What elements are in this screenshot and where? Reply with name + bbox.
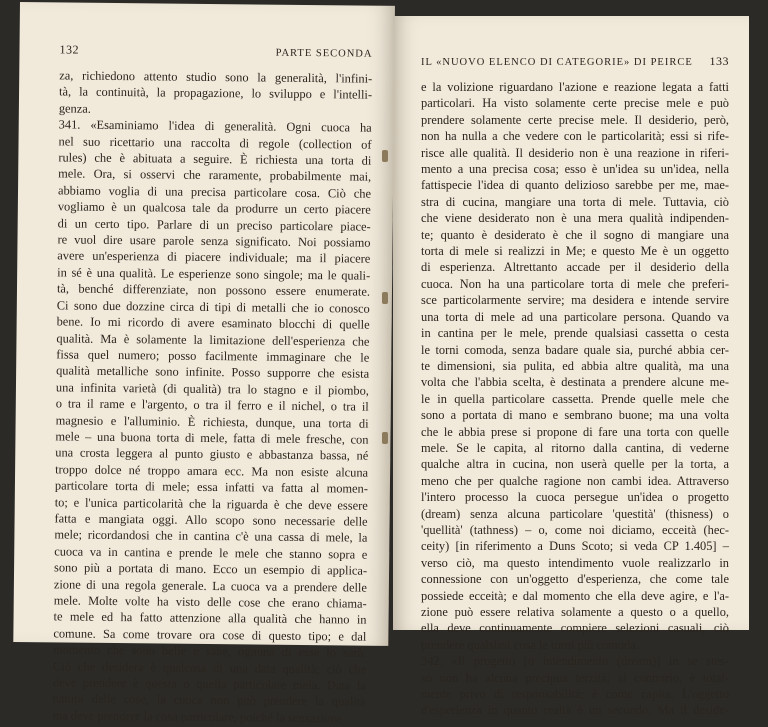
text-line: fatta e mangiata oggi. Allo scopo sono necessarie delle (54, 511, 368, 529)
text-line: avere un'esperienza di piacere individuale; ma il piacere (57, 248, 371, 267)
text-line: so non ha alcuna precipua terzità; al contrario, è total- (421, 670, 729, 685)
text-line: prendere solamente certe precise mele. Il desiderio, però, (421, 112, 729, 127)
text-line: comune. Sa come trovare ora cose di questo tipo; e dal (53, 626, 367, 644)
text-line: tà, la continuità, la propagazione, lo sviluppo e l'intelli- (58, 84, 373, 103)
text-line: una infinita varietà (di qualità) tra lo stagno e il piombo, (55, 380, 370, 398)
text-line: 341. «Esaminiamo l'idea di generalità. Ogni cuoca ha (58, 117, 372, 135)
text-line: nel suo ricettario una raccolta di regole (collection of (58, 134, 372, 152)
text-line: te mele ed ha fatto attenzione alla qualità che hanno in (53, 609, 367, 628)
text-line: (dream) senza alcuna particolare 'questità' (thisness) o (421, 506, 729, 521)
text-line: d'esperienza in quanto realtà è un secondo. Ma il deside- (421, 703, 729, 718)
text-line: tà, benché differenziate, non possono essere enumerate. (56, 281, 371, 299)
text-line: che le abbia prese si propone di fare una torta con quelle (421, 424, 729, 439)
text-line: qualità metalliche sono infinite. Posso supporre che esista (56, 363, 370, 381)
text-line: zione di una regola generale. La cuoca va a prendere delle (53, 576, 367, 595)
right-running-title: IL «NUOVO ELENCO DI CATEGORIE» DI PEIRCE (421, 57, 693, 68)
text-line: le torni comoda, senza badare quale sia, purché abbia cer- (421, 342, 729, 357)
text-line: risce alle qualità. Il desiderio non è una reazione in riferi- (421, 145, 729, 160)
text-line: troppo dolce né troppo amara ecc. Ma non esiste alcuna (55, 462, 369, 480)
text-line: che viene desiderato non è una mera qualità indipenden- (421, 211, 729, 226)
text-line: mente privo di responsabilità; è come capita. L'oggetto (421, 687, 729, 702)
text-line: volta che l'abbia scelta, è destinata a prendere alcune me- (421, 375, 729, 390)
text-line: sce particolarmente servire; ma desidera e intende servire (421, 293, 729, 308)
text-line: o tra il rame e l'argento, o tra il ferro e il nichel, o tra il (55, 396, 369, 414)
text-line: rules) che è abituata a seguire. È richiesta una torta di (58, 150, 372, 168)
text-line: zione può essere relativa solamente a questo o a quello, (421, 605, 729, 619)
text-line: ceity) [in riferimento a Duns Scoto; si veda CP 1.405] – (421, 539, 729, 554)
text-line: za, richiedono attento studio sono la generalità, l'infini- (59, 68, 373, 86)
text-line: connessione con un'oggetto d'esperienza, che come tale (421, 572, 729, 587)
text-line: non ha nulla a che vedere con le particolarità; essi si rife- (421, 129, 729, 144)
right-page (393, 16, 749, 718)
text-line: in cantina per le mele, prende qualsiasi cassetta o cesta (421, 326, 729, 341)
text-line: di un certo tipo. Parlare di un preciso particolare piace- (57, 216, 371, 234)
text-line: deve prendere è questa o quella particolare mela. Data la (52, 675, 366, 693)
text-line: particolari. Ha visto solamente certe precise mele e può (421, 96, 729, 111)
text-line: cuoca va in cantina e prende le mele che stanno sopra e (54, 544, 368, 562)
text-line: mele. Se le capita, al ritorno dalla cantina, di vederne (421, 440, 729, 455)
text-line: Ci sono due dozzine circa di tipi di metalli che io conosco (56, 298, 370, 316)
text-line: sono a portata di mano e sembrano buone; ma una volta (421, 408, 729, 423)
binding-gutter (382, 132, 390, 462)
text-line: genza. (58, 101, 91, 116)
text-line: mele; ricordandosi che in cantina c'è una cassa di mele, la (54, 527, 368, 546)
text-line: e la volizione riguardano l'azione e reazione legata a fatti (421, 80, 729, 94)
text-line: meno che per qualche ragione non cambi idea. Attraverso (421, 473, 729, 488)
text-line: 'quellità' (tathness) – o, come noi diciamo, ecceità (hec- (421, 522, 729, 537)
right-body-text (421, 79, 729, 719)
staple-mark (382, 150, 388, 162)
text-line: qualche altra in cucina, non userà quelle per la torta, a (421, 457, 729, 472)
text-line: una torta di mele ad una particolare persona. Quando va (421, 309, 729, 324)
text-line: prendere qualsiasi cosa le torni più comoda. (421, 637, 639, 652)
text-line: verso ciò, ma questo intendimento vuole realizzarlo in (421, 555, 729, 570)
text-line: particolare torta di mele; essa infatti va fatta al momen- (54, 478, 368, 496)
text-line: to; e l'unica particolarità che la riguarda è che deve essere (54, 494, 368, 513)
text-line: fattispecie l'idea di quanto delizioso sarebbe per me, mae- (421, 178, 729, 193)
left-page (13, 2, 395, 726)
text-line: mele. Ora, si osservi che raramente, probabilmente mai, (58, 166, 372, 185)
text-line: momento che sono belle e sane, ognuna di esse lo sarà. (53, 642, 367, 660)
text-line: sono più a portata di mano. Ecco un esempio di applica- (54, 560, 368, 578)
text-line: le in quella particolare cassetta. Prende quelle mele che (421, 391, 729, 406)
text-line: ella deve continuamente compiere selezioni casuali, ciò (421, 621, 729, 636)
text-line: mento a una precisa cosa; esso è un'idea su un'idea, nella (421, 162, 729, 177)
text-line: qualità. Ma è solamente la limitazione dell'esperienza che (56, 330, 370, 349)
left-page-number: 132 (59, 42, 80, 57)
text-line: natura delle cose, la cuoca non può prendere la qualità (52, 691, 366, 710)
left-running-title: PARTE SECONDA (275, 47, 373, 60)
left-body-text (52, 67, 372, 726)
text-line: mele. Molte volte ha visto delle cose che erano chiama- (53, 593, 367, 611)
text-line: di esperienza. Altrettanto accade per il desiderio della (421, 260, 729, 275)
text-line: possiede ecceità; e dal momento che ella deve agire, e l'a- (421, 588, 729, 603)
staple-mark (382, 432, 388, 444)
text-line: re vuol dire usare parole senza significato. Noi possiamo (57, 232, 371, 250)
right-running-head (421, 54, 729, 69)
text-line: te dimensioni, sia pulita, ed abbia altre qualità, ma una (421, 358, 729, 373)
text-line: ma deve prendere la cosa particolare, poiché la sensazione (52, 708, 342, 726)
text-line: una crosta leggera al punto giusto e abbastanza bassa, né (55, 445, 369, 464)
text-line: magnesio e l'alluminio. È richiesta, dunque, una torta di (55, 412, 369, 431)
text-line: vogliamo è un qualcosa tale da produrre un certo piacere (57, 199, 371, 217)
text-line: te; quanto è desiderato è che il sogno di mangiare una (421, 227, 729, 242)
right-page-number: 133 (709, 54, 729, 68)
text-line: torta di mele si realizzi in Me; e questo Me è un oggetto (421, 244, 729, 259)
text-line: l'intero processo la cuoca persegue un'idea o progetto (421, 490, 729, 505)
text-line: cuoca. Non ha una particolare torta di mele che preferi- (421, 276, 729, 291)
left-running-head (59, 42, 372, 60)
text-line: mele – una buona torta di mele, fatta di mele fresche, con (55, 429, 369, 447)
staple-mark (382, 292, 388, 304)
text-line: stra di cucina, mangiare una torta di mele. Tuttavia, ciò (421, 194, 729, 209)
text-line: fissa quel numero; posso facilmente immaginare che le (56, 347, 370, 365)
text-line: 342. «Il progetto [o intendimento (dream)] in se stes- (421, 654, 729, 669)
text-line: in sé è una qualità. Le esperienze sono singole; ma le quali- (57, 265, 371, 283)
text-line: bene. Io mi ricordo di avere esaminato blocchi di quelle (56, 314, 370, 332)
text-line: abbiamo voglia di una precisa particolare cosa. Ciò che (57, 183, 372, 201)
text-line: Ciò che desidera è qualcosa di una data qualità; ciò che (52, 659, 367, 677)
open-book (20, 2, 750, 726)
